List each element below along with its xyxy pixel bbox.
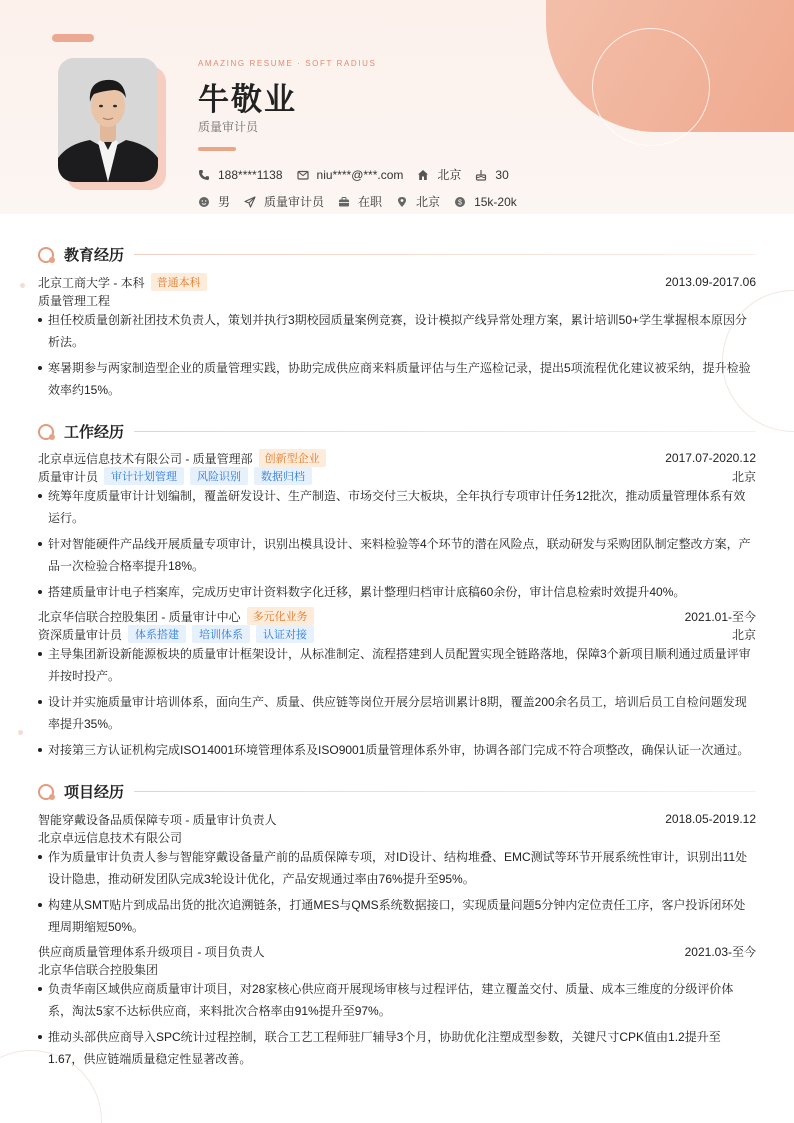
project-bullet: 作为质量审计负责人参与智能穿戴设备量产前的品质保障专项，对ID设计、结构堆叠、EMC测试等环节开展系统性审计，识别出11处设计隐患，推动研发团队完成3轮设计优化，产品安规通过率由76%提升至95%。 — [38, 846, 756, 890]
education-title: 教育经历 — [64, 247, 125, 264]
project-bullet: 构建从SMT贴片到成品出货的批次追溯链条，打通MES与QMS系统数据接口，实现质量问题5分钟内定位责任工序，客户投诉闭环处理周期缩短50%。 — [38, 894, 756, 938]
education-bullet: 担任校质量创新社团技术负责人，策划并执行3期校园质量案例竞赛，设计模拟产线异常处理方案，累计培训50+学生掌握根本原因分析法。 — [38, 309, 756, 353]
project-entry-header — [38, 810, 756, 828]
role-name: 质量审计员 — [38, 469, 99, 484]
project-entry-header — [38, 942, 756, 960]
education-entry-header — [38, 273, 756, 291]
project-org: 北京华信联合控股集团 — [38, 962, 159, 977]
decorative-ring — [592, 28, 710, 146]
work-city: 北京 — [731, 627, 756, 642]
project-name: 供应商质量管理体系升级项目 - 项目负责人 — [38, 944, 265, 959]
work-bullet: 搭建质量审计电子档案库，完成历史审计资料数字化迁移，累计整理归档审计底稿60余份，审计信息检索时效提升40%。 — [38, 581, 756, 603]
gender-item — [198, 193, 230, 210]
resume-tagline: AMAZING RESUME · SOFT RADIUS — [198, 59, 377, 68]
work-period: 2017.07-2020.12 — [665, 451, 756, 465]
education-period: 2013.09-2017.06 — [665, 275, 756, 289]
face-icon — [198, 196, 210, 208]
skill-tag: 数据归档 — [254, 467, 312, 485]
school-name: 北京工商大学 - 本科 — [38, 275, 145, 290]
skill-tag: 风险识别 — [190, 467, 248, 485]
work-period: 2021.01-至今 — [684, 609, 756, 624]
project-period: 2018.05-2019.12 — [665, 812, 756, 826]
section-divider — [134, 791, 756, 792]
section-icon — [38, 246, 56, 264]
work-bullet: 设计并实施质量审计培训体系，面向生产、质量、供应链等岗位开展分层培训累计8期，覆盖200余名员工，培训后员工自检问题发现率提升35%。 — [38, 691, 756, 735]
project-org-line — [38, 960, 756, 978]
email-item — [297, 168, 404, 182]
education-major-line — [38, 291, 756, 309]
role-name: 资深质量审计员 — [38, 627, 123, 642]
title-underline — [198, 147, 236, 151]
company-tag: 多元化业务 — [247, 607, 314, 625]
city-item — [396, 193, 440, 210]
project-bullet: 负责华南区域供应商质量审计项目，对28家核心供应商开展现场审核与过程评估，建立覆盖交付、质量、成本三维度的分级评价体系，淘汰5家不达标供应商，来料批次合格率由91%提升至97%。 — [38, 978, 756, 1022]
section-divider — [134, 431, 756, 432]
work-bullet: 统筹年度质量审计计划编制，覆盖研发设计、生产制造、市场交付三大板块，全年执行专项审计任务12批次，推动质量管理体系有效运行。 — [38, 485, 756, 529]
skill-tag: 培训体系 — [192, 625, 250, 643]
project-org: 北京卓远信息技术有限公司 — [38, 830, 183, 845]
email-icon — [297, 169, 309, 181]
work-bullet: 主导集团新设新能源板块的质量审计框架设计，从标准制定、流程搭建到人员配置实现全链路落地，保障3个新项目顺利通过质量评审并按时投产。 — [38, 643, 756, 687]
briefcase-icon — [338, 196, 350, 208]
company-tag: 创新型企业 — [259, 449, 326, 467]
project-name: 智能穿戴设备品质保障专项 - 质量审计负责人 — [38, 812, 277, 827]
age-item — [475, 168, 508, 182]
education-bullet: 寒暑期参与两家制造型企业的质量管理实践，协助完成供应商来料质量评估与生产巡检记录，提出5项流程优化建议被采纳，提升检验效率约15%。 — [38, 357, 756, 401]
cake-icon — [475, 169, 487, 181]
major-name: 质量管理工程 — [38, 293, 111, 308]
avatar — [58, 58, 158, 182]
phone-item — [198, 168, 283, 182]
decorative-dot — [20, 283, 25, 288]
phone-text: 188****1138 — [218, 167, 283, 182]
project-title: 项目经历 — [64, 784, 125, 801]
work-entry-header — [38, 449, 756, 467]
money-icon — [454, 196, 466, 208]
age-text: 30 — [495, 167, 509, 182]
work-bullet: 针对智能硬件产品线开展质量专项审计，识别出模具设计、来料检验等4个环节的潜在风险点，联动研发与采购团队制定整改方案，产品一次检验合格率提升18%。 — [38, 533, 756, 577]
company-name: 北京卓远信息技术有限公司 - 质量管理部 — [38, 451, 253, 466]
company-name: 北京华信联合控股集团 - 质量审计中心 — [38, 609, 241, 624]
decorative-dot — [18, 730, 23, 735]
project-section-header — [38, 781, 756, 802]
work-role-line — [38, 625, 756, 643]
skill-tag: 审计计划管理 — [104, 467, 184, 485]
email-text: niu****@***.com — [316, 167, 404, 182]
candidate-title: 质量审计员 — [198, 120, 259, 134]
project-bullet: 推动头部供应商导入SPC统计过程控制，联合工艺工程师驻厂辅导3个月，协助优化注塑成型参数，关键尺寸CPK值由1.2提升至1.67，供应链端质量稳定性显著改善。 — [38, 1026, 756, 1070]
home-icon — [417, 169, 429, 181]
project-period: 2021.03-至今 — [684, 944, 756, 959]
skill-tag: 认证对接 — [256, 625, 314, 643]
section-icon — [38, 423, 56, 441]
pin-icon — [396, 196, 408, 208]
candidate-name: 牛敬业 — [198, 82, 297, 117]
decorative-pill — [52, 34, 94, 42]
status-text: 在职 — [358, 195, 383, 209]
svg-text:$: $ — [458, 199, 463, 207]
salary-text: 15k-20k — [474, 194, 517, 209]
intent-row — [198, 193, 531, 210]
salary-item — [454, 195, 517, 209]
work-city: 北京 — [731, 469, 756, 484]
contact-row — [198, 166, 523, 183]
section-icon — [38, 783, 56, 801]
status-item — [338, 193, 382, 210]
job-item — [244, 193, 324, 210]
work-entry-header — [38, 607, 756, 625]
school-tag: 普通本科 — [151, 273, 207, 291]
job-text: 质量审计员 — [264, 195, 325, 209]
section-divider — [134, 254, 756, 255]
location-text: 北京 — [437, 168, 462, 182]
location-item — [417, 166, 461, 183]
project-org-line — [38, 828, 756, 846]
gender-text: 男 — [218, 195, 231, 209]
work-title: 工作经历 — [64, 424, 125, 441]
city-text: 北京 — [416, 195, 441, 209]
work-role-line — [38, 467, 756, 485]
education-section-header — [38, 244, 756, 265]
work-section-header — [38, 421, 756, 442]
work-bullet: 对接第三方认证机构完成ISO14001环境管理体系及ISO9001质量管理体系外审，协调各部门完成不符合项整改，确保认证一次通过。 — [38, 739, 756, 761]
phone-icon — [198, 169, 210, 181]
skill-tag: 体系搭建 — [128, 625, 186, 643]
send-icon — [244, 196, 256, 208]
